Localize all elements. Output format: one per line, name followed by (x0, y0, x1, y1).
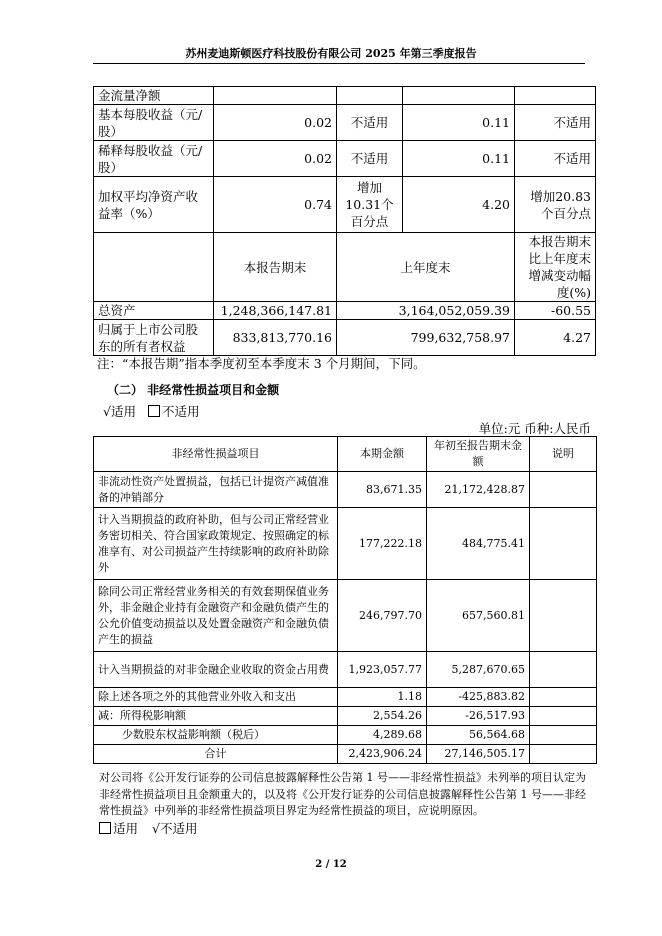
column-header: 上年度末 (337, 233, 515, 302)
financial-indicators-table (93, 86, 596, 356)
current-amount: 1,923,057.77 (338, 652, 427, 688)
item-note (530, 726, 597, 745)
table-total-row (94, 745, 597, 764)
current-amount: 2,554.26 (338, 707, 427, 726)
cell-value: 0.11 (403, 141, 515, 177)
ytd-amount: -26,517.93 (427, 707, 530, 726)
table-header-row (94, 233, 596, 302)
item-note (530, 707, 597, 726)
table-row (94, 508, 597, 580)
section-title: （二） 非经常性损益项目和金额 (107, 383, 280, 397)
row-label: 金流量净额 (94, 87, 214, 105)
table-row (94, 472, 597, 508)
cell-value: 不适用 (515, 141, 596, 177)
ytd-amount: 21,172,428.87 (427, 472, 530, 508)
ytd-amount: 484,775.41 (427, 508, 530, 580)
item-note (530, 688, 597, 707)
cell-value: 增加20.83个百分点 (515, 177, 596, 233)
cell-value: -60.55 (515, 302, 596, 320)
current-amount: 83,671.35 (338, 472, 427, 508)
table-note: 注：“本报告期”指本季度初至本季度末 3 个月期间，下同。 (97, 356, 426, 371)
column-header: 说明 (530, 437, 597, 472)
table-row (94, 87, 596, 105)
item-note (530, 508, 597, 580)
row-label: 稀释每股收益（元/股） (94, 141, 214, 177)
cell-value: 0.74 (214, 177, 337, 233)
current-amount: 2,423,906.24 (338, 745, 427, 764)
cell-value: 0.02 (214, 141, 337, 177)
item-note (530, 652, 597, 688)
disclosure-paragraph: 对公司将《公开发行证券的公司信息披露解释性公告第 1 号——非经常性损益》未列举的项目认定为非经常性损益项目且金额重大的，以及将《公开发行证券的公司信息披露解释性公告第 1 号——非经常性损益》中列举的非经常性损益项目界定为经常性损益的项目，应说明原因。 (99, 771, 586, 817)
ytd-amount: 657,560.81 (427, 580, 530, 652)
column-header: 本报告期末 (214, 233, 337, 302)
column-header: 本报告期末比上年度末增减变动幅度(%) (515, 233, 596, 302)
cell-value (515, 87, 596, 105)
item-note (530, 580, 597, 652)
row-label: 总资产 (94, 302, 214, 320)
not-applicable-label: 不适用 (161, 404, 200, 419)
table-row (94, 141, 596, 177)
empty-cell (94, 233, 214, 302)
ytd-amount: 5,287,670.65 (427, 652, 530, 688)
cell-value: 4.20 (403, 177, 515, 233)
cell-value: 1,248,366,147.81 (214, 302, 337, 320)
table-row (94, 688, 597, 707)
page-header-title: 苏州麦迪斯顿医疗科技股份有限公司 2025 年第三季度报告 (185, 47, 477, 60)
row-label: 归属于上市公司股东的所有者权益 (94, 320, 214, 356)
column-header: 非经常性损益项目 (94, 437, 338, 472)
ytd-amount: -425,883.82 (427, 688, 530, 707)
checked-not-applicable: √不适用 (152, 821, 198, 836)
current-amount: 246,797.70 (338, 580, 427, 652)
applicability-options (103, 402, 199, 420)
item-note (530, 472, 597, 508)
ytd-amount: 27,146,505.17 (427, 745, 530, 764)
column-header: 本期金额 (338, 437, 427, 472)
header-divider (93, 63, 585, 64)
total-label: 合计 (94, 745, 338, 764)
item-note (530, 745, 597, 764)
current-amount: 1.18 (338, 688, 427, 707)
current-amount: 4,289.68 (338, 726, 427, 745)
non-recurring-items-table (93, 436, 597, 764)
item-label: 非流动性资产处置损益，包括已计提资产减值准备的冲销部分 (94, 472, 338, 508)
table-row (94, 177, 596, 233)
table-row (94, 726, 597, 745)
current-amount: 177,222.18 (338, 508, 427, 580)
column-header: 年初至报告期末金额 (427, 437, 530, 472)
cell-value: 3,164,052,059.39 (337, 302, 515, 320)
table-header-row (94, 437, 597, 472)
unit-currency-line: 单位:元 币种:人民币 (478, 421, 591, 436)
applicability-options-2 (99, 819, 197, 837)
ytd-amount: 56,564.68 (427, 726, 530, 745)
cell-value: 0.02 (214, 105, 337, 141)
checkbox-icon (99, 822, 111, 834)
checkbox-icon (148, 405, 160, 417)
item-label: 减：所得税影响额 (94, 707, 338, 726)
cell-value (403, 87, 515, 105)
item-label: 除同公司正常经营业务相关的有效套期保值业务外，非金融企业持有金融资产和金融负债产生的公允价值变动损益以及处置金融资产和金融负债产生的损益 (94, 580, 338, 652)
row-label: 基本每股收益（元/股） (94, 105, 214, 141)
table-row (94, 302, 596, 320)
page-number: 2 / 12 (315, 859, 347, 870)
row-label: 加权平均净资产收益率（%） (94, 177, 214, 233)
cell-value: 不适用 (515, 105, 596, 141)
table-row (94, 707, 597, 726)
cell-value: 增加10.31个百分点 (337, 177, 403, 233)
item-label: 计入当期损益的对非金融企业收取的资金占用费 (94, 652, 338, 688)
table-row (94, 652, 597, 688)
cell-value: 833,813,770.16 (214, 320, 337, 356)
applicable-label: 适用 (113, 821, 139, 836)
cell-value: 799,632,758.97 (337, 320, 515, 356)
table-row (94, 105, 596, 141)
table-row (94, 320, 596, 356)
cell-value: 不适用 (337, 105, 403, 141)
table-row (94, 580, 597, 652)
cell-value: 0.11 (403, 105, 515, 141)
item-label: 少数股东权益影响额（税后） (94, 726, 338, 745)
cell-value (214, 87, 337, 105)
item-label: 计入当期损益的政府补助，但与公司正常经营业务密切相关、符合国家政策规定、按照确定的标准享有、对公司损益产生持续影响的政府补助除外 (94, 508, 338, 580)
cell-value: 不适用 (337, 141, 403, 177)
item-label: 除上述各项之外的其他营业外收入和支出 (94, 688, 338, 707)
cell-value (337, 87, 403, 105)
checked-applicable: √适用 (103, 404, 136, 419)
cell-value: 4.27 (515, 320, 596, 356)
